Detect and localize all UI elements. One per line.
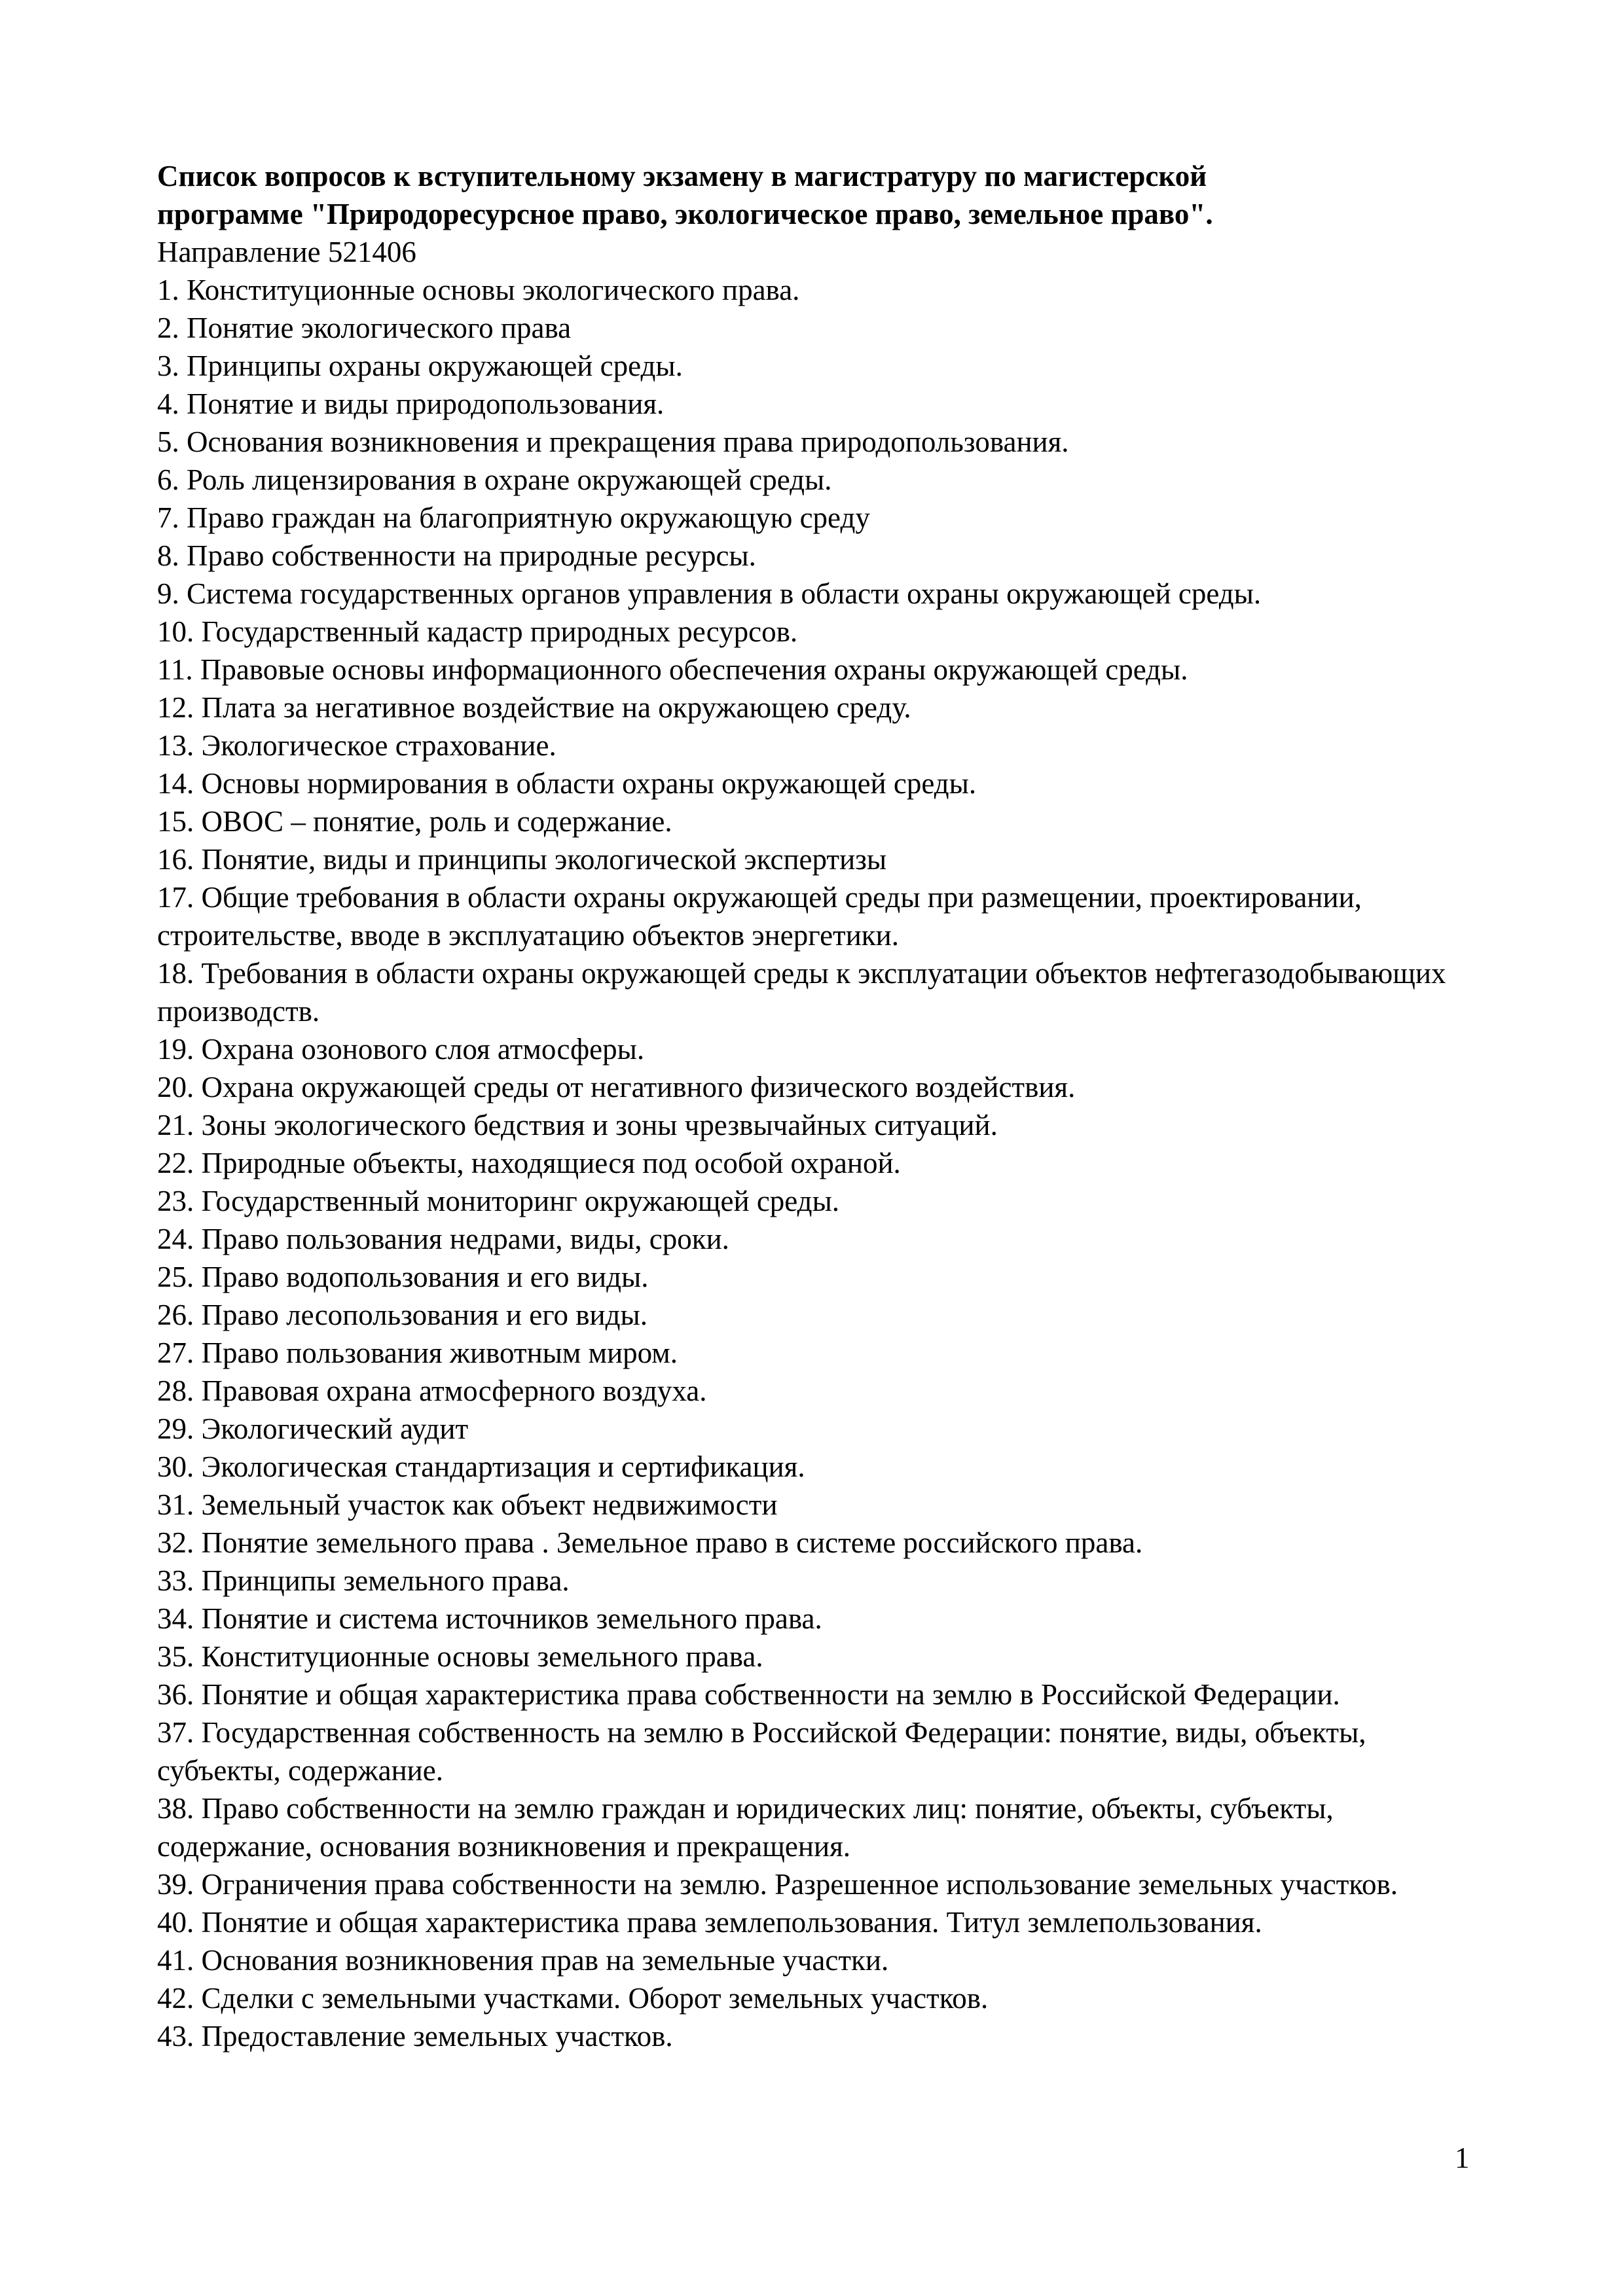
- question-item: 21. Зоны экологического бедствия и зоны чрезвычайных ситуаций.: [157, 1109, 998, 1141]
- question-item: 13. Экологическое страхование.: [157, 729, 556, 762]
- question-item: 2. Понятие экологического права: [157, 312, 572, 344]
- question-item: 31. Земельный участок как объект недвижимости: [157, 1488, 778, 1521]
- question-item: 14. Основы нормирования в области охраны окружающей среды.: [157, 767, 977, 800]
- question-item: 20. Охрана окружающей среды от негативного физического воздействия.: [157, 1071, 1076, 1103]
- question-item: 39. Ограничения права собственности на землю. Разрешенное использование земельных участков.: [157, 1868, 1398, 1901]
- question-item: 29. Экологический аудит: [157, 1412, 469, 1445]
- page-number: 1: [1455, 2142, 1470, 2174]
- question-item: 18. Требования в области охраны окружающей среды к эксплуатации объектов нефтегазодобывающих производств.: [157, 957, 1446, 1028]
- question-item: 25. Право водопользования и его виды.: [157, 1261, 649, 1293]
- question-item: 38. Право собственности на землю граждан и юридических лиц: понятие, объекты, субъекты, содержание, основания возникновения и прекращения.: [157, 1792, 1334, 1863]
- question-item: 43. Предоставление земельных участков.: [157, 2020, 673, 2053]
- question-item: 10. Государственный кадастр природных ресурсов.: [157, 615, 798, 648]
- question-item: 23. Государственный мониторинг окружающей среды.: [157, 1185, 840, 1217]
- question-item: 34. Понятие и система источников земельного права.: [157, 1602, 822, 1635]
- question-item: 27. Право пользования животным миром.: [157, 1336, 678, 1369]
- question-item: 26. Право лесопользования и его виды.: [157, 1299, 648, 1331]
- direction-code: Направление 521406: [157, 236, 416, 268]
- question-item: 42. Сделки с земельными участками. Оборот земельных участков.: [157, 1982, 989, 2015]
- question-item: 4. Понятие и виды природопользования.: [157, 387, 665, 420]
- question-item: 19. Охрана озонового слоя атмосферы.: [157, 1033, 645, 1066]
- question-item: 33. Принципы земельного права.: [157, 1564, 570, 1597]
- document-page: [157, 157, 1493, 2055]
- question-item: 17. Общие требования в области охраны окружающей среды при размещении, проектировании, строительстве, вводе в эксплуатацию объектов энергетики.: [157, 881, 1362, 952]
- question-item: 9. Система государственных органов управления в области охраны окружающей среды.: [157, 577, 1262, 610]
- question-item: 37. Государственная собственность на землю в Российской Федерации: понятие, виды, объекты, субъекты, содержание.: [157, 1716, 1366, 1787]
- question-item: 8. Право собственности на природные ресурсы.: [157, 539, 756, 572]
- question-item: 22. Природные объекты, находящиеся под особой охраной.: [157, 1147, 901, 1179]
- question-item: 32. Понятие земельного права . Земельное право в системе российского права.: [157, 1526, 1143, 1559]
- question-item: 6. Роль лицензирования в охране окружающей среды.: [157, 463, 832, 496]
- question-list: [157, 271, 1493, 2055]
- question-item: 1. Конституционные основы экологического права.: [157, 274, 800, 306]
- question-item: 16. Понятие, виды и принципы экологической экспертизы: [157, 843, 887, 876]
- question-item: 36. Понятие и общая характеристика права собственности на землю в Российской Федерации.: [157, 1678, 1340, 1711]
- title-line-2: программе "Природоресурсное право, экологическое право, земельное право".: [157, 198, 1213, 230]
- question-item: 30. Экологическая стандартизация и сертификация.: [157, 1450, 805, 1483]
- question-item: 3. Принципы охраны окружающей среды.: [157, 350, 683, 382]
- question-item: 5. Основания возникновения и прекращения права природопользования.: [157, 425, 1069, 458]
- title-line-1: Список вопросов к вступительному экзамену в магистратуру по магистерской: [157, 160, 1207, 192]
- question-item: 24. Право пользования недрами, виды, сроки.: [157, 1223, 729, 1255]
- question-item: 41. Основания возникновения прав на земельные участки.: [157, 1944, 889, 1977]
- question-item: 11. Правовые основы информационного обеспечения охраны окружающей среды.: [157, 653, 1188, 686]
- question-item: 28. Правовая охрана атмосферного воздуха.: [157, 1374, 707, 1407]
- question-item: 35. Конституционные основы земельного права.: [157, 1640, 763, 1673]
- question-item: 40. Понятие и общая характеристика права землепользования. Титул землепользования.: [157, 1906, 1262, 1939]
- question-item: 15. ОВОС – понятие, роль и содержание.: [157, 805, 672, 838]
- document-title: [157, 157, 1493, 233]
- question-item: 12. Плата за негативное воздействие на окружающею среду.: [157, 691, 911, 724]
- question-item: 7. Право граждан на благоприятную окружающую среду: [157, 501, 870, 534]
